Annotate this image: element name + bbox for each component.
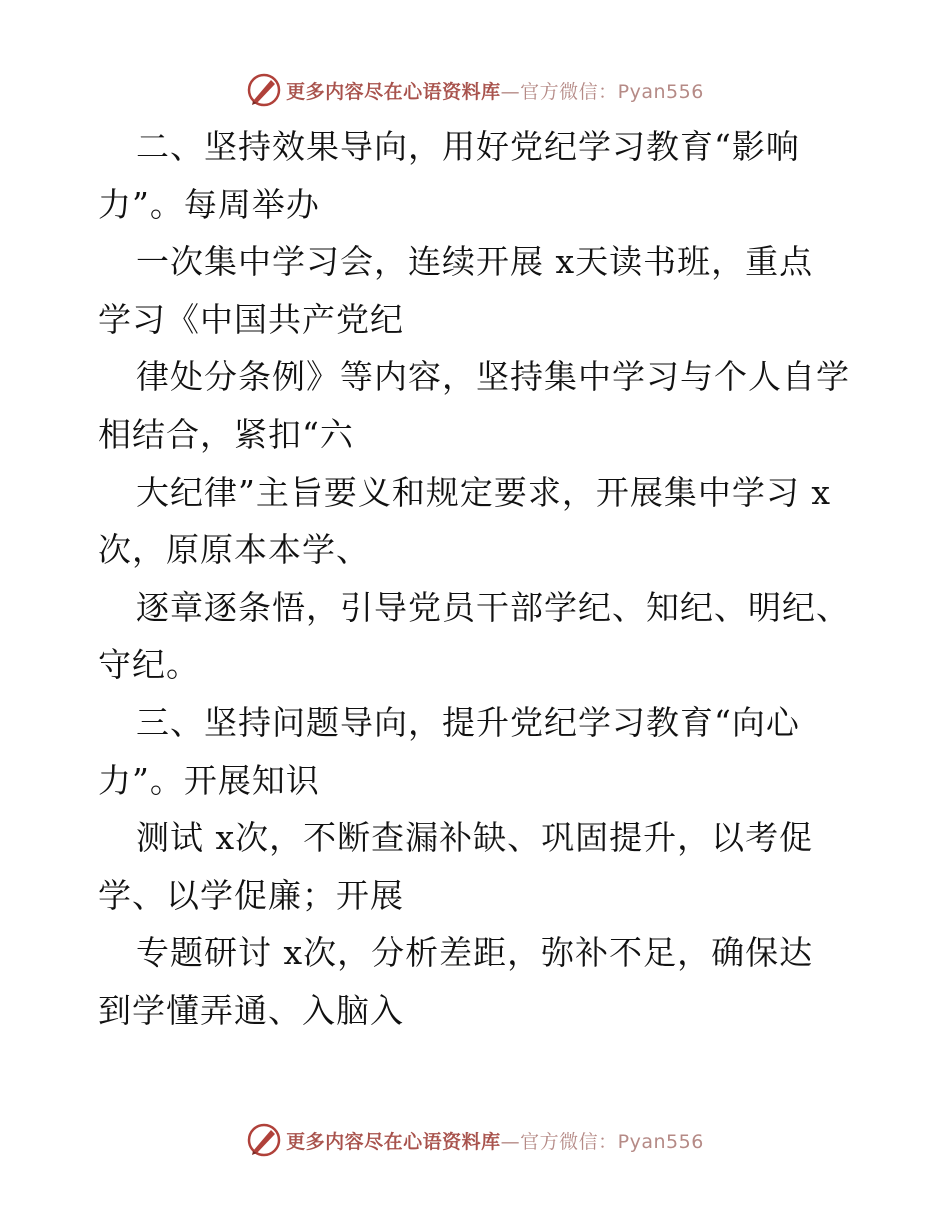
text-line: 二、坚持效果导向，用好党纪学习教育“影响 [136, 127, 800, 166]
text-line: 力”。每周举办 [98, 184, 320, 224]
text-line: 学、以学促廉；开展 [98, 875, 404, 915]
text-line: 律处分条例》等内容，坚持集中学习与个人自学 [136, 357, 850, 397]
footer-watermark-text [286, 1127, 704, 1154]
text-line: 一次集中学习会，连续开展 x天读书班，重点 [136, 242, 814, 282]
text-line: 测试 x次，不断查漏补缺、巩固提升，以考促 [136, 818, 814, 858]
text-line: 专题研讨 x次，分析差距，弥补不足，确保达 [136, 933, 814, 973]
text-line: 大纪律”主旨要义和规定要求，开展集中学习 x [136, 472, 831, 512]
pen-logo-icon [246, 72, 282, 108]
watermark-dash: — [500, 80, 521, 103]
footer-watermark [0, 1120, 950, 1160]
text-line: 相结合，紧扣“六 [98, 414, 354, 454]
text-line: 学习《中国共产党纪 [98, 299, 404, 339]
text-line: 逐章逐条悟，引导党员干部学纪、知纪、明纪、 [136, 587, 850, 627]
text-line: 到学懂弄通、入脑入 [98, 990, 404, 1030]
text-line: 守纪。 [98, 645, 200, 685]
text-line: 三、坚持问题导向，提升党纪学习教育“向心 [136, 702, 800, 742]
pen-logo-icon [246, 1122, 282, 1158]
header-watermark [0, 70, 950, 110]
watermark-main: 更多内容尽在心语资料库 [286, 80, 501, 103]
text-line: 力”。开展知识 [98, 760, 320, 800]
header-watermark-text [286, 77, 704, 104]
text-line: 次，原原本本学、 [98, 530, 370, 570]
document-body [98, 118, 868, 1040]
watermark-dash: — [500, 1130, 521, 1153]
watermark-rest: 官方微信：Pyan556 [520, 80, 704, 103]
watermark-main: 更多内容尽在心语资料库 [286, 1130, 501, 1153]
watermark-rest: 官方微信：Pyan556 [520, 1130, 704, 1153]
